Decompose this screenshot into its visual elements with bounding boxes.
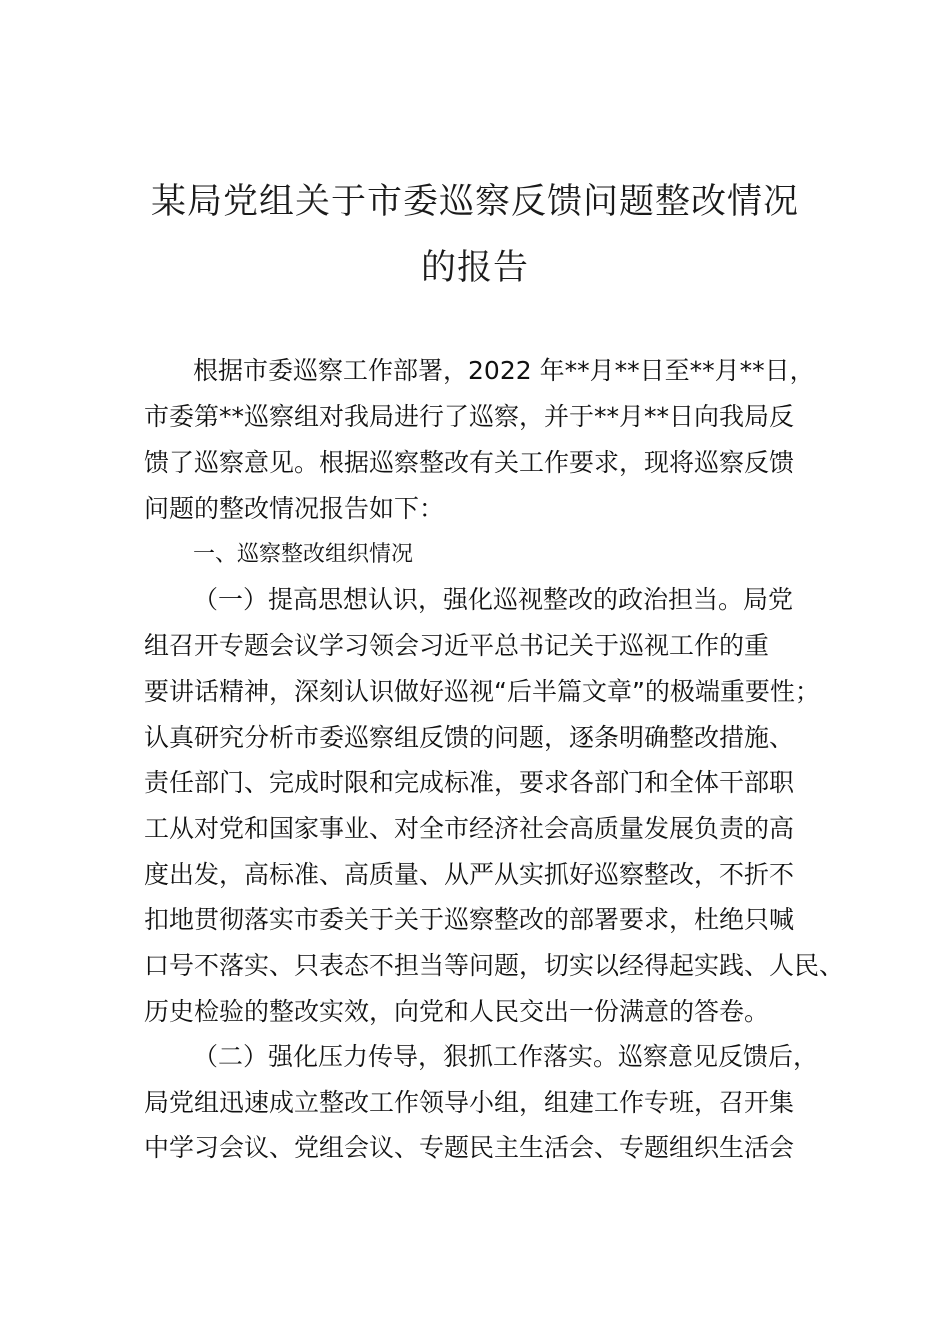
body-paragraph-2-line-8: 扣地贯彻落实市委关于关于巡察整改的部署要求，杜绝只喊 xyxy=(144,905,795,934)
body-paragraph-1-line-3: 馈了巡察意见。根据巡察整改有关工作要求，现将巡察反馈 xyxy=(144,448,795,477)
body-paragraph-2-line-10: 历史检验的整改实效，向党和人民交出一份满意的答卷。 xyxy=(144,997,770,1026)
body-paragraph-1-line-4: 问题的整改情况报告如下： xyxy=(144,494,445,523)
body-paragraph-2-line-1: （一）提高思想认识，强化巡视整改的政治担当。局党 xyxy=(193,585,794,614)
body-paragraph-2-line-3: 要讲话精神，深刻认识做好巡视“后半篇文章”的极端重要性； xyxy=(144,677,820,706)
body-paragraph-2-line-7: 度出发，高标准、高质量、从严从实抓好巡察整改，不折不 xyxy=(144,860,795,889)
body-paragraph-2-line-9: 口号不落实、只表态不担当等问题，切实以经得起实践、人民、 xyxy=(144,951,845,980)
body-paragraph-3-line-1: （二）强化压力传导，狠抓工作落实。巡察意见反馈后， xyxy=(193,1042,819,1071)
body-paragraph-1-line-2: 市委第**巡察组对我局进行了巡察，并于**月**日向我局反 xyxy=(144,402,795,431)
body-paragraph-1-line-1: 根据市委巡察工作部署，2022 年**月**日至**月**日， xyxy=(193,356,815,385)
section-heading-1: 一、巡察整改组织情况 xyxy=(193,542,414,567)
body-paragraph-2-line-6: 工从对党和国家事业、对全市经济社会高质量发展负责的高 xyxy=(144,814,795,843)
body-paragraph-3-line-3: 中学习会议、党组会议、专题民主生活会、专题组织生活会 xyxy=(144,1133,795,1162)
body-paragraph-3-line-2: 局党组迅速成立整改工作领导小组，组建工作专班，召开集 xyxy=(144,1088,795,1117)
body-paragraph-2-line-2: 组召开专题会议学习领会习近平总书记关于巡视工作的重 xyxy=(144,631,770,660)
document-title-line-1: 某局党组关于市委巡察反馈问题整改情况 xyxy=(150,182,799,222)
body-paragraph-2-line-4: 认真研究分析市委巡察组反馈的问题，逐条明确整改措施、 xyxy=(144,723,795,752)
document-title-line-2: 的报告 xyxy=(420,248,529,288)
body-paragraph-2-line-5: 责任部门、完成时限和完成标准，要求各部门和全体干部职 xyxy=(144,768,795,797)
